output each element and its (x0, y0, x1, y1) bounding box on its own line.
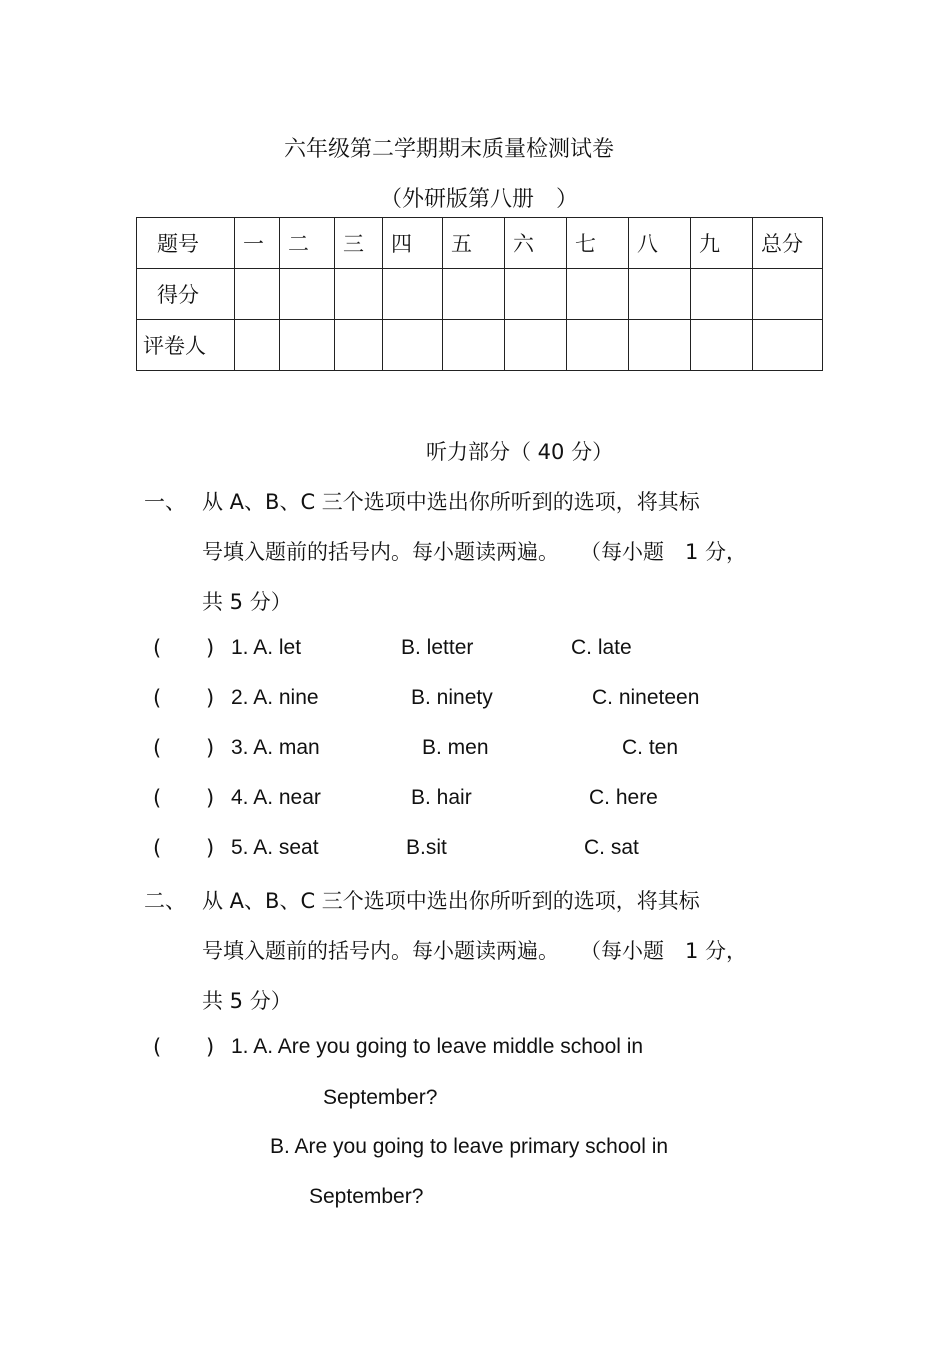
option-a: 4. A. near (231, 786, 321, 809)
section-instruction: 号填入题前的括号内。每小题读两遍。 （每小题 1 分， (202, 540, 748, 564)
score-table-header-cell: 二 (280, 218, 335, 269)
score-cell (505, 269, 567, 320)
option-c: C. nineteen (592, 686, 700, 709)
score-cell (235, 269, 280, 320)
option-c: C. ten (622, 736, 679, 759)
option-c: C. late (571, 636, 632, 659)
option-b: B. ninety (411, 686, 493, 709)
option-a: 5. A. seat (231, 836, 319, 859)
option-a: 2. A. nine (231, 686, 319, 709)
score-cell (280, 269, 335, 320)
page-title: 六年级第二学期期末质量检测试卷 (284, 137, 615, 162)
section-instruction: 共 5 分） (202, 590, 292, 614)
score-cell (335, 320, 383, 371)
option-a: 1. A. Are you going to leave middle school in (231, 1035, 644, 1058)
answer-paren-right: ) (206, 786, 215, 810)
answer-paren-right: ) (206, 736, 215, 760)
section-instruction: 从 A、B、C 三个选项中选出你所听到的选项，将其标 (202, 889, 700, 913)
answer-paren-right: ) (206, 1035, 215, 1059)
listening-heading: 听力部分（ 40 分） (426, 440, 614, 464)
answer-paren-right: ) (206, 686, 215, 710)
score-cell (280, 320, 335, 371)
section-number: 一、 (144, 490, 186, 514)
score-table-header-cell: 五 (443, 218, 505, 269)
score-cell (383, 320, 443, 371)
option-a-continued: September? (323, 1086, 438, 1109)
option-a: 3. A. man (231, 736, 320, 759)
score-row-label: 得分 (137, 269, 235, 320)
answer-paren-left[interactable]: ( (153, 736, 162, 760)
score-cell (691, 320, 753, 371)
page-subtitle: （外研版第八册 ） (380, 187, 579, 212)
section-instruction: 从 A、B、C 三个选项中选出你所听到的选项，将其标 (202, 490, 700, 514)
option-c: C. sat (584, 836, 639, 859)
answer-paren-right: ) (206, 836, 215, 860)
section-number: 二、 (144, 889, 186, 913)
score-table-header-cell: 七 (567, 218, 629, 269)
score-cell (567, 269, 629, 320)
score-cell (443, 320, 505, 371)
score-table-header-cell: 一 (235, 218, 280, 269)
score-table-row (137, 320, 823, 371)
score-cell (753, 320, 823, 371)
option-b: B. letter (401, 636, 474, 659)
option-c: C. here (589, 786, 658, 809)
score-table-header-cell: 八 (629, 218, 691, 269)
score-cell (629, 269, 691, 320)
score-table-header-cell: 三 (335, 218, 383, 269)
answer-paren-left[interactable]: ( (153, 1035, 162, 1059)
score-table (136, 217, 823, 371)
answer-paren-left[interactable]: ( (153, 636, 162, 660)
score-cell (567, 320, 629, 371)
answer-paren-left[interactable]: ( (153, 836, 162, 860)
option-b: B. men (422, 736, 489, 759)
section-instruction: 共 5 分） (202, 989, 292, 1013)
score-table-header-cell: 总分 (753, 218, 823, 269)
option-b: B. hair (411, 786, 472, 809)
score-table-header-cell: 六 (505, 218, 567, 269)
answer-paren-left[interactable]: ( (153, 786, 162, 810)
score-table-header-cell: 九 (691, 218, 753, 269)
answer-paren-right: ) (206, 636, 215, 660)
score-cell (335, 269, 383, 320)
score-cell (235, 320, 280, 371)
score-cell (691, 269, 753, 320)
option-a: 1. A. let (231, 636, 302, 659)
score-table-row (137, 269, 823, 320)
score-cell (753, 269, 823, 320)
option-b: B.sit (406, 836, 447, 859)
option-b: B. Are you going to leave primary school in (270, 1135, 669, 1158)
answer-paren-left[interactable]: ( (153, 686, 162, 710)
score-row-label: 评卷人 (137, 320, 235, 371)
score-table-header-cell: 题号 (137, 218, 235, 269)
score-cell (383, 269, 443, 320)
score-table-header-row (137, 218, 823, 269)
score-table-header-cell: 四 (383, 218, 443, 269)
section-instruction: 号填入题前的括号内。每小题读两遍。 （每小题 1 分， (202, 939, 748, 963)
score-cell (505, 320, 567, 371)
score-cell (629, 320, 691, 371)
option-b-continued: September? (309, 1185, 424, 1208)
score-cell (443, 269, 505, 320)
